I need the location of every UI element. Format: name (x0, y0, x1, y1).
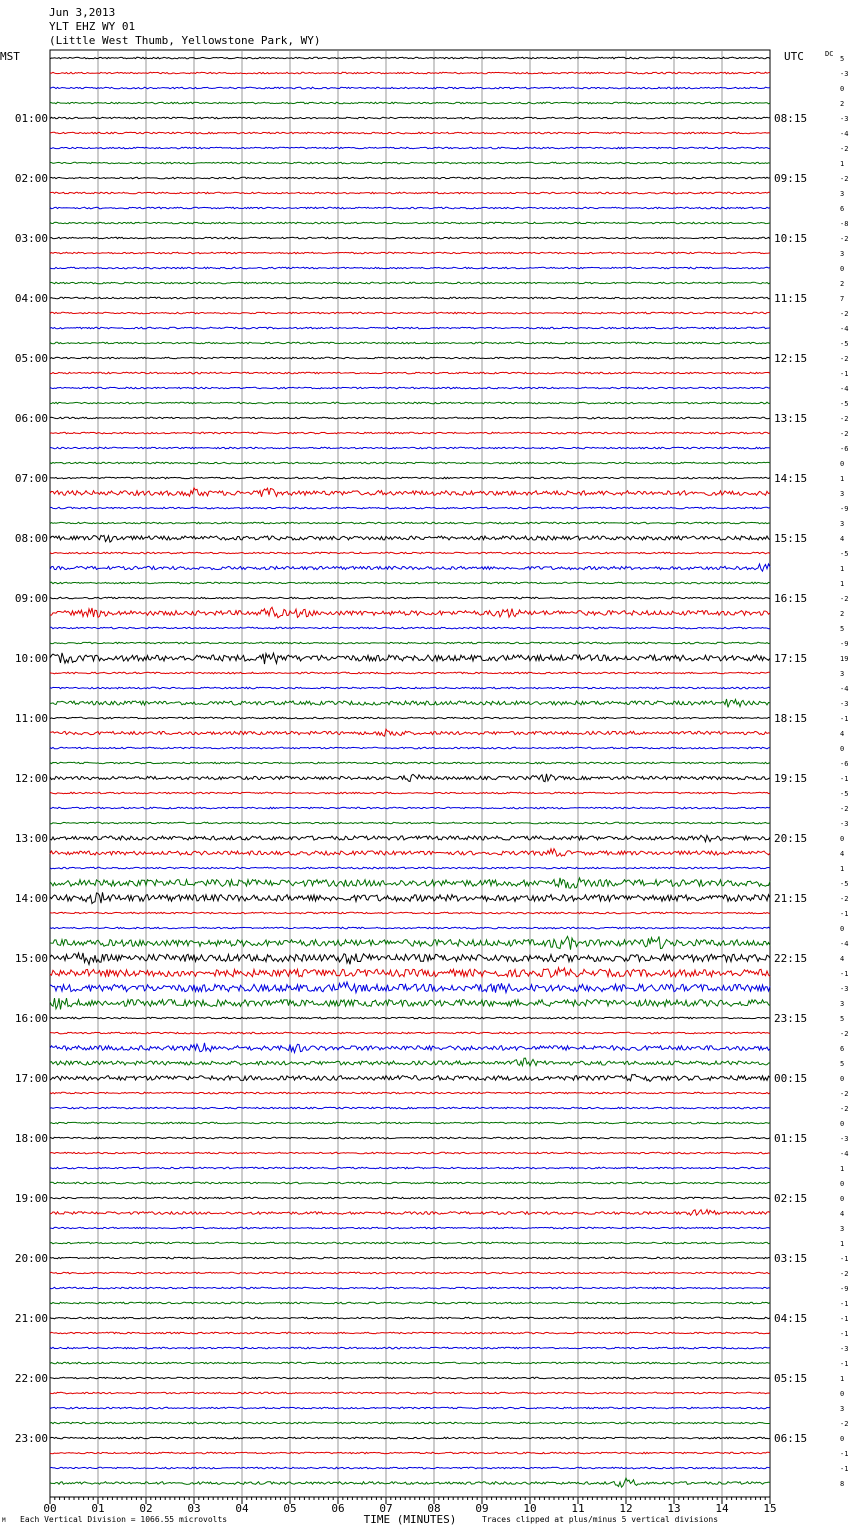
dc-offset-label: -1 (840, 1330, 849, 1338)
trace-line (50, 774, 770, 782)
dc-offset-label: 0 (840, 85, 845, 93)
trace-line (50, 927, 770, 929)
trace-line (50, 447, 770, 449)
x-tick-label: 05 (283, 1502, 297, 1515)
dc-offset-label: -2 (840, 1105, 849, 1113)
utc-hour-label: 01:15 (774, 1132, 808, 1145)
trace-line (50, 1242, 770, 1244)
x-tick-label: 00 (43, 1502, 57, 1515)
trace-line (50, 1017, 770, 1019)
corner-mark: M (2, 1517, 6, 1524)
x-axis-label: TIME (MINUTES) (363, 1513, 457, 1526)
dc-offset-label: 0 (840, 745, 845, 753)
dc-offset-label: -6 (840, 445, 849, 453)
dc-offset-label: -4 (840, 940, 849, 948)
dc-offset-label: 3 (840, 1000, 845, 1008)
dc-offset-label: 7 (840, 295, 845, 303)
dc-offset-label: -3 (840, 985, 849, 993)
trace-line (50, 1058, 770, 1066)
utc-hour-label: 13:15 (774, 412, 808, 425)
dc-offset-label: -6 (840, 760, 849, 768)
trace-line (50, 642, 770, 644)
trace-line (50, 162, 770, 164)
dc-offset-label: -3 (840, 1345, 849, 1353)
utc-hour-label: 22:15 (774, 952, 808, 965)
utc-hour-label: 20:15 (774, 832, 808, 845)
trace-line (50, 297, 770, 299)
trace-line (50, 835, 770, 841)
utc-hour-label: 06:15 (774, 1432, 808, 1445)
trace-line (50, 1347, 770, 1349)
trace-line (50, 282, 770, 284)
trace-line (50, 72, 770, 74)
dc-offset-label: -2 (840, 355, 849, 363)
trace-line (50, 1152, 770, 1154)
scale-note: Each Vertical Division = 1066.55 microvolts (20, 1515, 228, 1524)
utc-hour-label: 04:15 (774, 1312, 808, 1325)
dc-offset-label: -2 (840, 1090, 849, 1098)
x-tick-label: 14 (715, 1502, 729, 1515)
trace-line (50, 892, 770, 903)
dc-offset-label: 19 (840, 655, 849, 663)
trace-line (50, 953, 770, 965)
trace-line (50, 1182, 770, 1184)
dc-offset-label: -2 (840, 415, 849, 423)
dc-offset-label: -1 (840, 1360, 849, 1368)
dc-offset-label: 8 (840, 1480, 845, 1488)
trace-line (50, 699, 770, 707)
dc-offset-label: 5 (840, 55, 845, 63)
dc-offset-label: 2 (840, 610, 845, 618)
trace-line (50, 1422, 770, 1424)
dc-offset-label: 4 (840, 850, 845, 858)
dc-offset-label: 0 (840, 925, 845, 933)
dc-offset-label: 3 (840, 520, 845, 528)
x-tick-label: 06 (331, 1502, 345, 1515)
trace-line (50, 177, 770, 179)
utc-hour-label: 14:15 (774, 472, 808, 485)
utc-hour-label: 15:15 (774, 532, 808, 545)
dc-offset-label: -1 (840, 910, 849, 918)
trace-line (50, 607, 770, 618)
mst-hour-label: 09:00 (14, 592, 48, 605)
mst-hour-label: 23:00 (14, 1432, 48, 1445)
trace-line (50, 653, 770, 664)
trace-line (50, 147, 770, 149)
trace-line (50, 597, 770, 599)
dc-label: DC (825, 50, 834, 58)
utc-hour-label: 12:15 (774, 352, 808, 365)
trace-line (50, 1317, 770, 1319)
trace-line (50, 1227, 770, 1229)
trace-line (50, 729, 770, 736)
dc-offset-label: 0 (840, 1075, 845, 1083)
trace-line (50, 417, 770, 419)
dc-offset-label: -1 (840, 715, 849, 723)
mst-hour-label: 05:00 (14, 352, 48, 365)
utc-hour-label: 19:15 (774, 772, 808, 785)
trace-line (50, 1407, 770, 1409)
dc-offset-label: -1 (840, 1465, 849, 1473)
trace-line (50, 849, 770, 857)
dc-offset-label: -2 (840, 1420, 849, 1428)
x-tick-label: 12 (619, 1502, 633, 1515)
dc-offset-label: -5 (840, 340, 849, 348)
dc-offset-label: -2 (840, 1270, 849, 1278)
dc-offset-label: -2 (840, 1030, 849, 1038)
x-tick-label: 15 (763, 1502, 777, 1515)
utc-hour-label: 23:15 (774, 1012, 808, 1025)
x-tick-label: 08 (427, 1502, 441, 1515)
chart-date: Jun 3,2013 (49, 6, 116, 19)
utc-hour-label: 09:15 (774, 172, 808, 185)
trace-line (50, 237, 770, 239)
dc-offset-label: 3 (840, 250, 845, 258)
dc-offset-label: 6 (840, 1045, 845, 1053)
trace-line (50, 87, 770, 89)
trace-line (50, 1167, 770, 1169)
utc-hour-label: 02:15 (774, 1192, 808, 1205)
trace-line (50, 717, 770, 719)
dc-offset-label: -2 (840, 145, 849, 153)
mst-hour-label: 14:00 (14, 892, 48, 905)
trace-line (50, 1210, 770, 1216)
mst-hour-label: 07:00 (14, 472, 48, 485)
trace-line (50, 477, 770, 479)
dc-offset-label: 1 (840, 475, 845, 483)
dc-offset-label: -4 (840, 685, 849, 693)
trace-line (50, 687, 770, 689)
trace-line (50, 342, 770, 344)
trace-line (50, 1332, 770, 1334)
trace-line (50, 998, 770, 1009)
trace-line (50, 1377, 770, 1379)
trace-line (50, 312, 770, 314)
trace-line (50, 672, 770, 674)
dc-offset-label: -1 (840, 970, 849, 978)
dc-offset-label: 1 (840, 565, 845, 573)
dc-offset-label: 2 (840, 100, 845, 108)
dc-offset-label: -5 (840, 550, 849, 558)
utc-hour-label: 03:15 (774, 1252, 808, 1265)
mst-hour-label: 12:00 (14, 772, 48, 785)
dc-offset-label: 1 (840, 580, 845, 588)
trace-line (50, 968, 770, 978)
trace-line (50, 252, 770, 254)
utc-hour-label: 18:15 (774, 712, 808, 725)
dc-offset-label: -1 (840, 1450, 849, 1458)
dc-offset-label: -1 (840, 1315, 849, 1323)
trace-line (50, 327, 770, 329)
trace-line (50, 222, 770, 224)
dc-offset-label: 3 (840, 490, 845, 498)
mst-hour-label: 15:00 (14, 952, 48, 965)
trace-line (50, 1437, 770, 1439)
trace-line (50, 1302, 770, 1304)
dc-offset-label: -1 (840, 370, 849, 378)
dc-offset-label: 1 (840, 865, 845, 873)
dc-offset-label: -4 (840, 325, 849, 333)
trace-line (50, 1043, 770, 1053)
trace-line (50, 1032, 770, 1034)
mst-hour-label: 02:00 (14, 172, 48, 185)
trace-line (50, 582, 770, 584)
trace-line (50, 1392, 770, 1394)
trace-line (50, 1092, 770, 1094)
trace-line (50, 267, 770, 269)
x-tick-label: 09 (475, 1502, 489, 1515)
dc-offset-label: 2 (840, 280, 845, 288)
trace-line (50, 192, 770, 194)
trace-line (50, 1467, 770, 1469)
dc-offset-label: -9 (840, 640, 849, 648)
dc-offset-label: 0 (840, 1390, 845, 1398)
trace-line (50, 432, 770, 434)
dc-offset-label: -1 (840, 1255, 849, 1263)
dc-offset-label: 3 (840, 1405, 845, 1413)
mst-hour-label: 03:00 (14, 232, 48, 245)
dc-offset-label: 5 (840, 1060, 845, 1068)
trace-line (50, 372, 770, 374)
trace-line (50, 535, 770, 542)
trace-line (50, 1272, 770, 1274)
trace-line (50, 552, 770, 554)
clip-note: Traces clipped at plus/minus 5 vertical divisions (482, 1515, 719, 1524)
x-tick-label: 07 (379, 1502, 393, 1515)
trace-line (50, 627, 770, 629)
trace-line (50, 1137, 770, 1139)
utc-hour-label: 10:15 (774, 232, 808, 245)
mst-hour-label: 06:00 (14, 412, 48, 425)
trace-line (50, 1107, 770, 1109)
dc-offset-label: -4 (840, 130, 849, 138)
trace-line (50, 1478, 770, 1487)
dc-offset-label: -4 (840, 385, 849, 393)
trace-line (50, 867, 770, 869)
dc-offset-label: -9 (840, 505, 849, 513)
dc-offset-label: 1 (840, 1165, 845, 1173)
mst-hour-label: 08:00 (14, 532, 48, 545)
x-tick-label: 10 (523, 1502, 537, 1515)
mst-hour-label: 10:00 (14, 652, 48, 665)
dc-offset-label: -5 (840, 790, 849, 798)
trace-line (50, 912, 770, 914)
trace-line (50, 357, 770, 359)
dc-offset-label: 4 (840, 730, 845, 738)
trace-line (50, 1287, 770, 1289)
utc-hour-label: 05:15 (774, 1372, 808, 1385)
dc-offset-label: -2 (840, 430, 849, 438)
dc-offset-label: 3 (840, 190, 845, 198)
trace-line (50, 822, 770, 824)
dc-offset-label: 5 (840, 625, 845, 633)
trace-line (50, 387, 770, 389)
mst-hour-label: 21:00 (14, 1312, 48, 1325)
trace-line (50, 402, 770, 404)
dc-offset-label: -5 (840, 400, 849, 408)
dc-offset-label: -2 (840, 235, 849, 243)
mst-hour-label: 13:00 (14, 832, 48, 845)
mst-hour-label: 04:00 (14, 292, 48, 305)
trace-line (50, 936, 770, 949)
mst-axis-label: MST (0, 50, 20, 63)
dc-offset-label: 0 (840, 460, 845, 468)
trace-line (50, 982, 770, 993)
trace-line (50, 207, 770, 209)
utc-hour-label: 16:15 (774, 592, 808, 605)
dc-offset-label: -2 (840, 310, 849, 318)
dc-offset-label: -4 (840, 1150, 849, 1158)
station-location: (Little West Thumb, Yellowstone Park, WY) (49, 34, 321, 47)
mst-hour-label: 11:00 (14, 712, 48, 725)
trace-line (50, 132, 770, 134)
trace-line (50, 807, 770, 809)
dc-offset-label: -2 (840, 595, 849, 603)
trace-line (50, 488, 770, 497)
trace-line (50, 1197, 770, 1199)
trace-line (50, 747, 770, 749)
dc-offset-label: -5 (840, 880, 849, 888)
dc-offset-label: 0 (840, 1120, 845, 1128)
mst-hour-label: 18:00 (14, 1132, 48, 1145)
mst-hour-label: 01:00 (14, 112, 48, 125)
dc-offset-label: -3 (840, 820, 849, 828)
dc-offset-label: 0 (840, 1180, 845, 1188)
dc-offset-label: 1 (840, 160, 845, 168)
dc-offset-label: 4 (840, 955, 845, 963)
dc-offset-label: 1 (840, 1375, 845, 1383)
dc-offset-label: -2 (840, 805, 849, 813)
dc-offset-label: 0 (840, 265, 845, 273)
trace-line (50, 1122, 770, 1124)
x-tick-label: 04 (235, 1502, 249, 1515)
trace-line (50, 564, 770, 571)
dc-offset-label: -3 (840, 70, 849, 78)
x-tick-label: 11 (571, 1502, 585, 1515)
trace-line (50, 57, 770, 59)
dc-offset-label: 4 (840, 1210, 845, 1218)
dc-offset-label: 1 (840, 1240, 845, 1248)
dc-offset-label: 0 (840, 1195, 845, 1203)
x-tick-label: 03 (187, 1502, 201, 1515)
utc-hour-label: 21:15 (774, 892, 808, 905)
x-tick-label: 01 (91, 1502, 105, 1515)
dc-offset-label: -8 (840, 220, 849, 228)
utc-hour-label: 11:15 (774, 292, 808, 305)
dc-offset-label: -2 (840, 175, 849, 183)
dc-offset-label: -3 (840, 700, 849, 708)
dc-offset-label: -1 (840, 1300, 849, 1308)
trace-line (50, 522, 770, 524)
trace-line (50, 878, 770, 888)
mst-hour-label: 16:00 (14, 1012, 48, 1025)
dc-offset-label: -3 (840, 1135, 849, 1143)
mst-hour-label: 19:00 (14, 1192, 48, 1205)
trace-line (50, 102, 770, 104)
trace-line (50, 117, 770, 119)
mst-hour-label: 22:00 (14, 1372, 48, 1385)
dc-offset-label: -3 (840, 115, 849, 123)
mst-hour-label: 17:00 (14, 1072, 48, 1085)
trace-line (50, 507, 770, 509)
trace-line (50, 1362, 770, 1364)
dc-offset-label: -1 (840, 775, 849, 783)
trace-line (50, 762, 770, 764)
dc-offset-label: 3 (840, 1225, 845, 1233)
dc-offset-label: -2 (840, 895, 849, 903)
trace-line (50, 462, 770, 464)
dc-offset-label: 5 (840, 1015, 845, 1023)
utc-hour-label: 17:15 (774, 652, 808, 665)
x-tick-label: 02 (139, 1502, 153, 1515)
dc-offset-label: 0 (840, 1435, 845, 1443)
dc-offset-label: 6 (840, 205, 845, 213)
dc-offset-label: 4 (840, 535, 845, 543)
utc-axis-label: UTC (784, 50, 804, 63)
trace-line (50, 1257, 770, 1259)
mst-hour-label: 20:00 (14, 1252, 48, 1265)
utc-hour-label: 08:15 (774, 112, 808, 125)
utc-hour-label: 00:15 (774, 1072, 808, 1085)
trace-line (50, 1074, 770, 1081)
trace-line (50, 792, 770, 794)
dc-offset-label: -9 (840, 1285, 849, 1293)
x-tick-label: 13 (667, 1502, 681, 1515)
trace-line (50, 1452, 770, 1454)
station-title: YLT EHZ WY 01 (49, 20, 136, 33)
dc-offset-label: 0 (840, 835, 845, 843)
dc-offset-label: 3 (840, 670, 845, 678)
